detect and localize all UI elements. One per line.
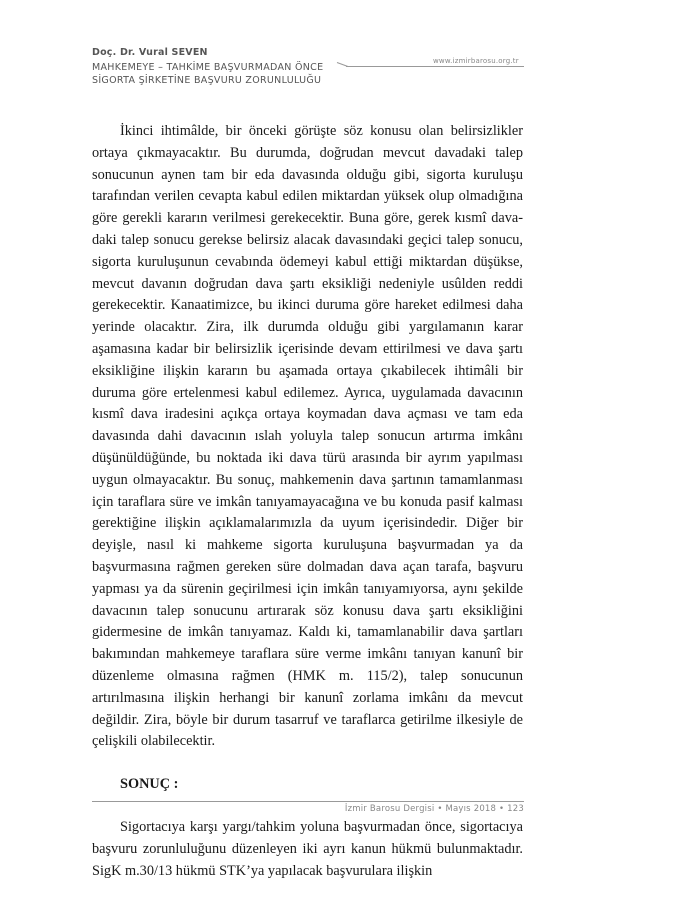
footer-divider bbox=[92, 801, 524, 802]
header-divider bbox=[346, 66, 524, 67]
footer-journal-info: İzmir Barosu Dergisi • Mayıs 2018 • 123 bbox=[344, 804, 524, 814]
article-title-line-1: MAHKEMEYE – TAHKİME BAŞVURMADAN ÖNCE bbox=[92, 62, 324, 73]
section-heading: SONUÇ : bbox=[120, 776, 179, 793]
body-paragraph: Sigortacıya karşı yargı/tahkim yoluna başvurmadan önce, sigortacıya başvuru zorunluluğunu düzenleyen iki ayrı kanun hükmü bulunmaktadır. SigK m.30/13 hükmü STK’ya yapılacak başvurulara ilişkin bbox=[92, 818, 523, 879]
body-paragraph: İkinci ihtimâlde, bir önceki görüşte söz konusu olan belirsizlikler ortaya çıkmayacaktır. Bu durumda, doğrudan mevcut davadaki talep sonucunun aynen tam bir eda davasında olduğu gibi, sigorta kuruluşu tarafından verilen cevapta kabul edilen miktardan yüksek olup olmadığına göre gerekli kararın verilmesi gerekecektir. Buna göre, gerek kısmî dava-daki talep sonucu gerekse belirsiz alacak davasındaki geçici talep sonucu, sigorta kuruluşunun cevabında ödemeyi kabul ettiği miktardan düşükse, mevcut davanın doğrudan dava şartı eksikliği nedeniyle usûlden reddi gerekecektir. Kanaatimizce, bu ikinci duruma göre hareket edilmesi daha yerinde olacaktır. Zira, ilk durumda olduğu gibi yargılamanın karar aşamasına kadar bir belirsizlik içerisinde devam ettirilmesi ve dava şartı eksikliğine ilişkin kararın bu aşamada ortaya çıkabilecek ihtimâli bir duruma göre ertelenmesi kabul edilemez. Ayrıca, uygulamada davacının kısmî dava iradesini açıkça ortaya koymadan dava açması ve tam eda davasında dahi davacının ıslah yoluyla talep sonucun artırma imkânı düşünüldüğünde, bu noktada iki dava türü arasında bir ayrım yapılması uygun olmayacaktır. Bu sonuç, mahkemenin dava şartının tamamlanması için taraflara süre ve imkân tanıyamayacağına ve bu konuda pasif kalması gerektiğine ilişkin açıklamalarımızla da uyum içerisindedir. Diğer bir deyişle, nasıl ki mahkeme sigorta kuruluşuna başvurmadan ya da başvurmasına rağmen gereken süre dolmadan dava açan tarafa, başvuru yapması ya da sürenin geçirilmesi için imkân tanıyamıyorsa, aynı şekilde davacının talep sonucunu artırarak söz konusu dava şartı eksikliğini gidermesine de imkân tanıyamaz. Kaldı ki, tamamlanabilir dava şartları bakımından mahkemeye taraflara süre verme imkânı tanıyan kanunî bir düzenleme olmasına rağmen (HMK m. 115/2), talep sonucunun artırılmasına ilişkin herhangi bir kanunî zorlama imkânı da mevcut değildir. Zira, böyle bir durum tasarruf ve taraflarca getirilme ilkesiyle de çelişkili olabilecektir. bbox=[92, 123, 523, 750]
article-title bbox=[92, 61, 323, 87]
article-title-line-2: SİGORTA ŞİRKETİNE BAŞVURU ZORUNLULUĞU bbox=[92, 75, 322, 86]
header-url: www.izmirbarosu.org.tr bbox=[433, 57, 519, 65]
article-body bbox=[92, 121, 523, 882]
author-name: Doç. Dr. Vural SEVEN bbox=[92, 47, 208, 58]
